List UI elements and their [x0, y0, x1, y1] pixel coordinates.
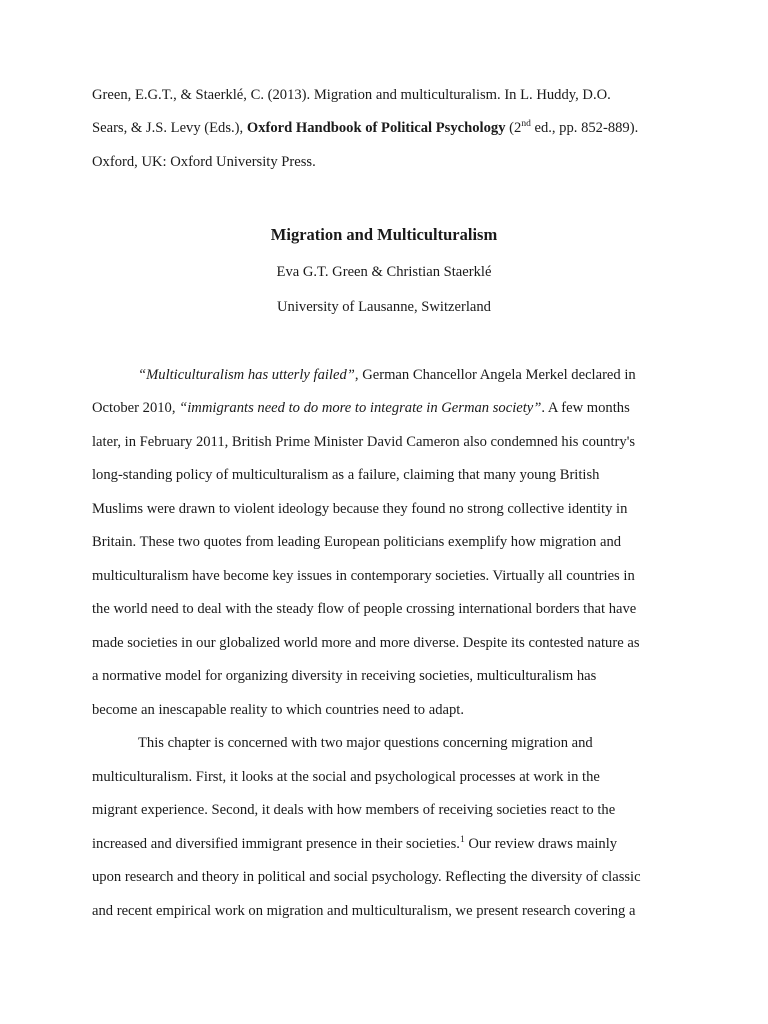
citation-line-2-prefix: Sears, & J.S. Levy (Eds.), — [92, 120, 247, 136]
paper-affiliation: University of Lausanne, Switzerland — [277, 299, 491, 315]
book-title: Oxford Handbook of Political Psychology — [246, 120, 506, 136]
edition-superscript: nd — [521, 119, 531, 129]
paragraph-1-line-1 — [138, 366, 636, 384]
paragraph-1-line-7: multiculturalism have become key issues in contemporary societies. Virtually all countries in — [92, 568, 635, 584]
paragraph-2-line-4-prefix: increased and diversified immigrant presence in their societies. — [92, 836, 460, 852]
paragraph-1-line-10: a normative model for organizing diversity in receiving societies, multiculturalism has — [92, 668, 597, 684]
citation-line-1: Green, E.G.T., & Staerklé, C. (2013). Migration and multiculturalism. In L. Huddy, D.O. — [92, 87, 611, 103]
paper-title: Migration and Multiculturalism — [270, 225, 498, 244]
footnote-marker[interactable]: 1 — [459, 835, 465, 845]
paragraph-2-line-4-suffix: Our review draws mainly — [464, 836, 618, 852]
paragraph-1-line-8: the world need to deal with the steady flow of people crossing international borders that have — [92, 601, 637, 617]
paragraph-1-line-2-suffix: . A few months — [541, 400, 630, 416]
paragraph-2-line-2: multiculturalism. First, it looks at the social and psychological processes at work in the — [92, 769, 600, 785]
paragraph-2-line-4 — [92, 835, 617, 853]
merkel-quote: “Multiculturalism has utterly failed” — [138, 367, 355, 383]
paragraph-1-line-4: long-standing policy of multiculturalism as a failure, claiming that many young British — [92, 467, 600, 483]
paragraph-1-line-9: made societies in our globalized world more and more diverse. Despite its contested nature as — [92, 635, 640, 651]
paragraph-2-line-5: upon research and theory in political and social psychology. Reflecting the diversity of classic — [92, 869, 641, 885]
immigrants-quote: “immigrants need to do more to integrate in German society” — [179, 400, 542, 416]
citation-line-3: Oxford, UK: Oxford University Press. — [92, 154, 316, 170]
paragraph-1-line-6: Britain. These two quotes from leading European politicians exemplify how migration and — [92, 534, 622, 550]
paragraph-2-line-1: This chapter is concerned with two major questions concerning migration and — [138, 735, 593, 751]
paragraph-1-line-1-rest: , German Chancellor Angela Merkel declared in — [354, 367, 636, 383]
paragraph-1-line-11: become an inescapable reality to which countries need to adapt. — [92, 702, 464, 718]
paragraph-1-line-2-prefix: October 2010, — [92, 400, 180, 416]
paragraph-1-line-2 — [92, 399, 630, 417]
citation-line-2 — [92, 119, 638, 137]
paragraph-2-line-6: and recent empirical work on migration and multiculturalism, we present research covering a — [92, 903, 636, 919]
paper-authors: Eva G.T. Green & Christian Staerklé — [276, 264, 492, 280]
paragraph-1-line-5: Muslims were drawn to violent ideology because they found no strong collective identity in — [92, 501, 628, 517]
citation-line-2-suffix: ed., pp. 852-889). — [530, 120, 639, 136]
citation-edition-start: (2 — [505, 120, 522, 136]
paragraph-1-line-3: later, in February 2011, British Prime Minister David Cameron also condemned his country's — [92, 434, 635, 450]
paragraph-2-line-3: migrant experience. Second, it deals with how members of receiving societies react to the — [92, 802, 616, 818]
